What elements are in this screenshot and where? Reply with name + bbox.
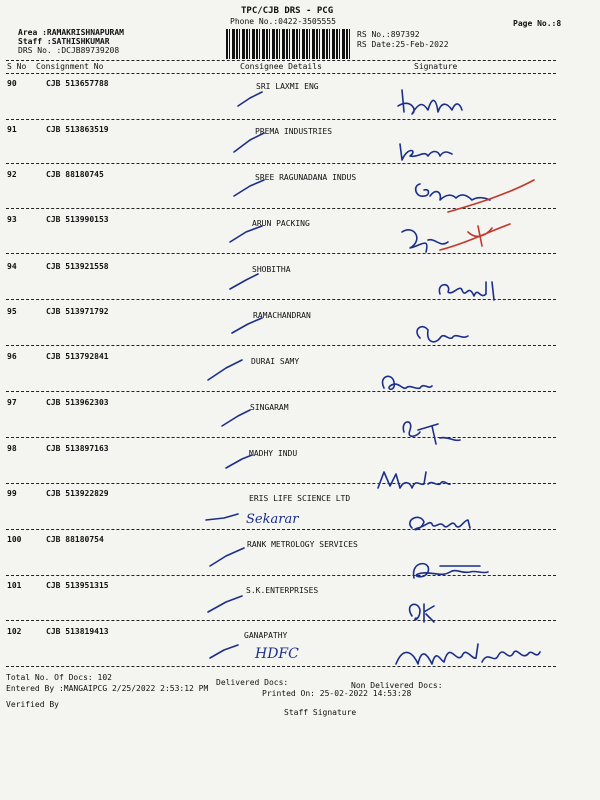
- row-consignee: DURAI SAMY: [251, 357, 300, 366]
- row-consignment: CJB 513990153: [46, 215, 109, 224]
- tick-mark: [208, 596, 242, 612]
- red-strike-mark: [448, 180, 534, 212]
- signature-95: [417, 327, 468, 342]
- row-consignee: ERIS LIFE SCIENCE LTD: [249, 494, 351, 503]
- row-consignee: S.K.ENTERPRISES: [246, 586, 319, 595]
- tick-mark: [226, 455, 252, 468]
- row-consignee: RANK METROLOGY SERVICES: [247, 540, 358, 549]
- row-sno: 94: [7, 262, 17, 271]
- rs-date: RS Date:25-Feb-2022: [357, 40, 449, 49]
- row-consignee: MADHY INDU: [249, 449, 298, 458]
- entered-by: Entered By :MANGAIPCG 2/25/2022 2:53:12 PM: [6, 684, 209, 693]
- staff-signature: Staff Signature: [284, 708, 357, 717]
- tick-mark: [222, 410, 250, 426]
- signature-98: [378, 472, 450, 488]
- row-sno: 101: [7, 581, 22, 590]
- col-sno: S No: [7, 62, 27, 71]
- row-consignment: CJB 513922829: [46, 489, 109, 498]
- col-consignee: Consignee Details: [240, 62, 322, 71]
- row-consignment: CJB 513951315: [46, 581, 109, 590]
- tick-mark: [230, 226, 262, 242]
- row-sno: 92: [7, 170, 17, 179]
- row-sno: 99: [7, 489, 17, 498]
- row-consignee: SREE RAGUNADANA INDUS: [255, 173, 357, 182]
- row-sno: 97: [7, 398, 17, 407]
- signature-92: [416, 184, 490, 200]
- row-consignment: CJB 513792841: [46, 352, 109, 361]
- row-consignee: PREMA INDUSTRIES: [255, 127, 333, 136]
- signature-97: [403, 422, 460, 444]
- verified-by: Verified By: [6, 700, 59, 709]
- row-consignee: GANAPATHY: [244, 631, 288, 640]
- signature-91: [400, 144, 452, 160]
- tick-mark: [234, 180, 264, 196]
- non-delivered-docs: Non Delivered Docs:: [351, 681, 443, 690]
- tick-mark: [238, 92, 262, 106]
- row-consignment: CJB 88180745: [46, 170, 104, 179]
- row-consignment: CJB 513657788: [46, 79, 109, 88]
- row-consignment: CJB 513819413: [46, 627, 109, 636]
- col-signature: Signature: [414, 62, 458, 71]
- row-sno: 91: [7, 125, 17, 134]
- row-sno: 95: [7, 307, 17, 316]
- row-consignee: RAMACHANDRAN: [253, 311, 311, 320]
- signature-90: [398, 90, 462, 114]
- tick-mark: [234, 133, 264, 152]
- row-sno: 100: [7, 535, 22, 544]
- row-sno: 98: [7, 444, 17, 453]
- row-sno: 93: [7, 215, 17, 224]
- signature-94: [439, 282, 494, 300]
- printed-on: Printed On: 25-02-2022 14:53:28: [262, 689, 412, 698]
- page-number: Page No.:8: [513, 19, 562, 28]
- row-sno: 90: [7, 79, 17, 88]
- signature-99: [410, 517, 470, 529]
- row-consignment: CJB 513921558: [46, 262, 109, 271]
- tick-mark: [210, 548, 244, 566]
- staff-label: Staff :SATHISHKUMAR: [18, 37, 110, 46]
- area-label: Area :RAMAKRISHNAPURAM: [18, 28, 124, 37]
- col-consignment: Consignment No: [36, 62, 104, 71]
- row-consignment: CJB 513897163: [46, 444, 109, 453]
- tick-mark: [230, 274, 258, 289]
- signature-101: [410, 604, 434, 622]
- handwritten-note-row99: Sekarar: [246, 512, 299, 527]
- row-consignee: SHOBITHA: [252, 265, 291, 274]
- rs-number: RS No.:897392: [357, 30, 420, 39]
- tick-mark: [206, 514, 238, 520]
- tick-mark: [232, 318, 262, 333]
- drs-number: DRS No. :DCJB89739208: [18, 46, 120, 55]
- handwritten-note-row102: HDFC: [255, 646, 299, 662]
- row-consignment: CJB 513971792: [46, 307, 109, 316]
- phone-number: Phone No.:0422-3505555: [230, 17, 336, 26]
- row-sno: 102: [7, 627, 22, 636]
- row-consignment: CJB 513863519: [46, 125, 109, 134]
- row-consignee: SINGARAM: [250, 403, 289, 412]
- signature-93: [402, 230, 448, 252]
- signature-96: [383, 376, 432, 389]
- row-sno: 96: [7, 352, 17, 361]
- row-consignee: ARUN PACKING: [252, 219, 310, 228]
- row-consignee: SRI LAXMI ENG: [256, 82, 319, 91]
- row-consignment: CJB 513962303: [46, 398, 109, 407]
- tick-mark: [208, 360, 242, 380]
- delivered-docs: Delivered Docs:: [216, 678, 289, 687]
- red-strike-mark: [440, 224, 510, 250]
- tick-mark: [210, 645, 238, 658]
- signature-100: [414, 564, 488, 578]
- row-consignment: CJB 88180754: [46, 535, 104, 544]
- report-title: TPC/CJB DRS - PCG: [241, 6, 334, 16]
- total-docs: Total No. Of Docs: 102: [6, 673, 112, 682]
- signature-102: [396, 644, 540, 664]
